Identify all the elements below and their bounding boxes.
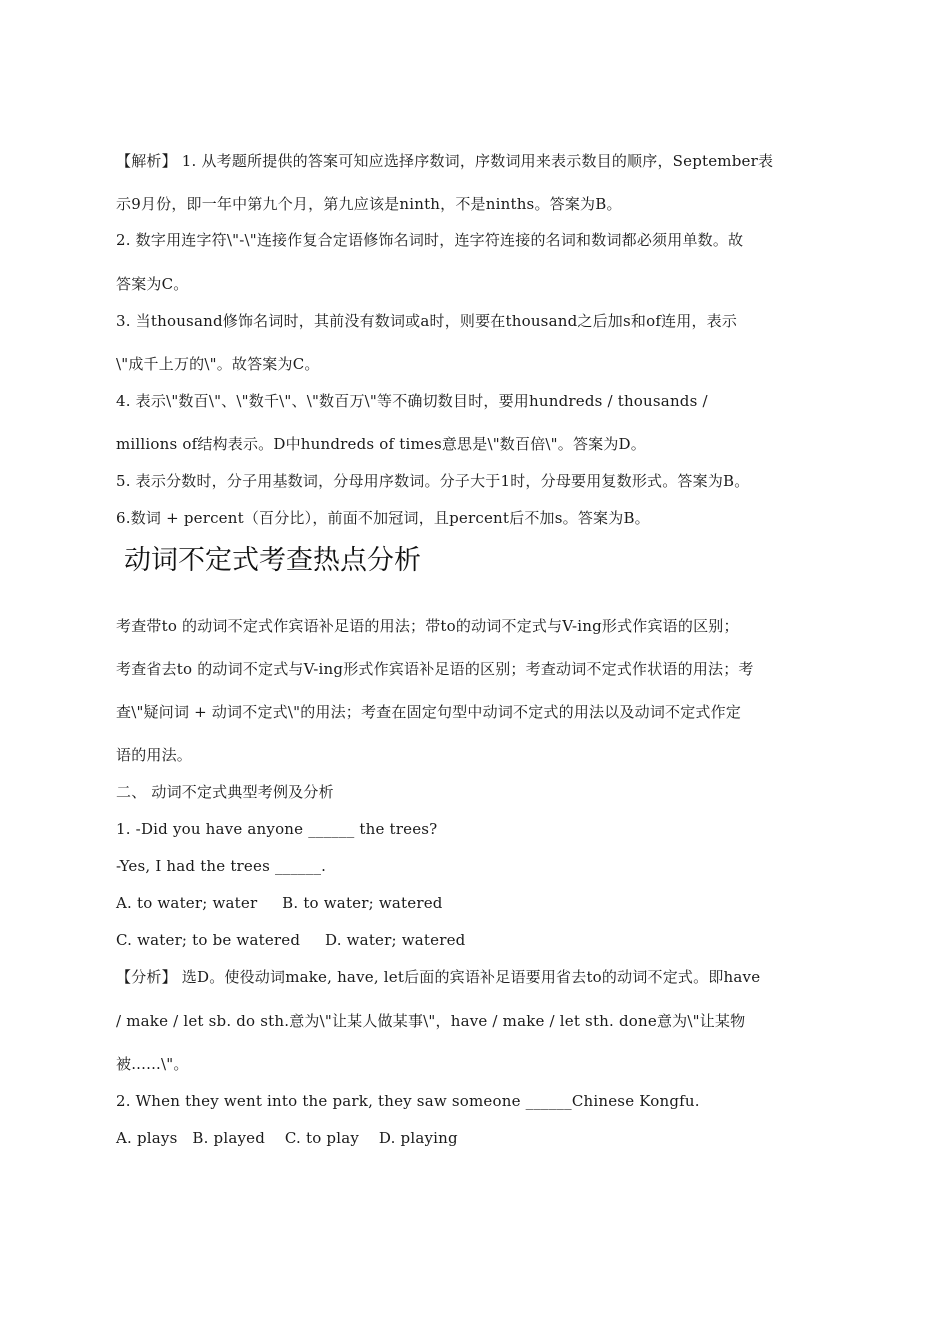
q2-options: A. plays B. played C. to play D. playing: [116, 1129, 458, 1147]
analysis-line-2: 示9月份，即一年中第九个月，第九应该是ninth，不是ninths。答案为B。: [116, 195, 622, 213]
analysis-line-8: millions of结构表示。D中hundreds of times意思是\"数百倍\"。答案为D。: [116, 435, 646, 453]
intro-line-4: 语的用法。: [116, 746, 193, 764]
q1-response: -Yes, I had the trees ______.: [116, 857, 327, 875]
q1-options-ab: A. to water; water B. to water; watered: [116, 894, 443, 912]
q1-analysis-line-1: 【分析】 选D。使役动词make, have, let后面的宾语补足语要用省去to的动词不定式。即have: [116, 968, 761, 986]
q1-question: 1. -Did you have anyone ______ the trees?: [116, 820, 438, 838]
section-title: 动词不定式考查热点分析: [124, 545, 421, 576]
analysis-line-1: 【解析】 1. 从考题所提供的答案可知应选择序数词，序数词用来表示数目的顺序，September表: [116, 152, 774, 170]
q1-analysis-line-2: / make / let sb. do sth.意为\"让某人做某事\"，have / make / let sth. done意为\"让某物: [116, 1012, 746, 1030]
analysis-line-5: 3. 当thousand修饰名词时，其前没有数词或a时，则要在thousand之后加s和of连用，表示: [116, 312, 738, 330]
q2-question: 2. When they went into the park, they saw someone ______Chinese Kongfu.: [116, 1092, 700, 1110]
subsection-title: 二、 动词不定式典型考例及分析: [116, 783, 334, 801]
analysis-line-7: 4. 表示\"数百\"、\"数千\"、\"数百万\"等不确切数目时，要用hundreds / thousands /: [116, 392, 708, 410]
intro-line-1: 考查带to 的动词不定式作宾语补足语的用法；带to的动词不定式与V-ing形式作宾语的区别；: [116, 617, 739, 635]
analysis-line-3: 2. 数字用连字符\"-\"连接作复合定语修饰名词时，连字符连接的名词和数词都必须用单数。故: [116, 231, 744, 249]
q1-options-cd: C. water; to be watered D. water; watered: [116, 931, 466, 949]
intro-line-3: 查\"疑问词 + 动词不定式\"的用法；考查在固定句型中动词不定式的用法以及动词不定式作定: [116, 703, 742, 721]
q1-analysis-line-3: 被......\"。: [116, 1055, 189, 1073]
analysis-line-9: 5. 表示分数时，分子用基数词，分母用序数词。分子大于1时，分母要用复数形式。答案为B。: [116, 472, 750, 490]
analysis-line-6: \"成千上万的\"。故答案为C。: [116, 355, 320, 373]
analysis-line-10: 6.数词 + percent（百分比），前面不加冠词，且percent后不加s。答案为B。: [116, 509, 650, 527]
intro-line-2: 考查省去to 的动词不定式与V-ing形式作宾语补足语的区别；考查动词不定式作状语的用法；考: [116, 660, 754, 678]
analysis-line-4: 答案为C。: [116, 275, 189, 293]
